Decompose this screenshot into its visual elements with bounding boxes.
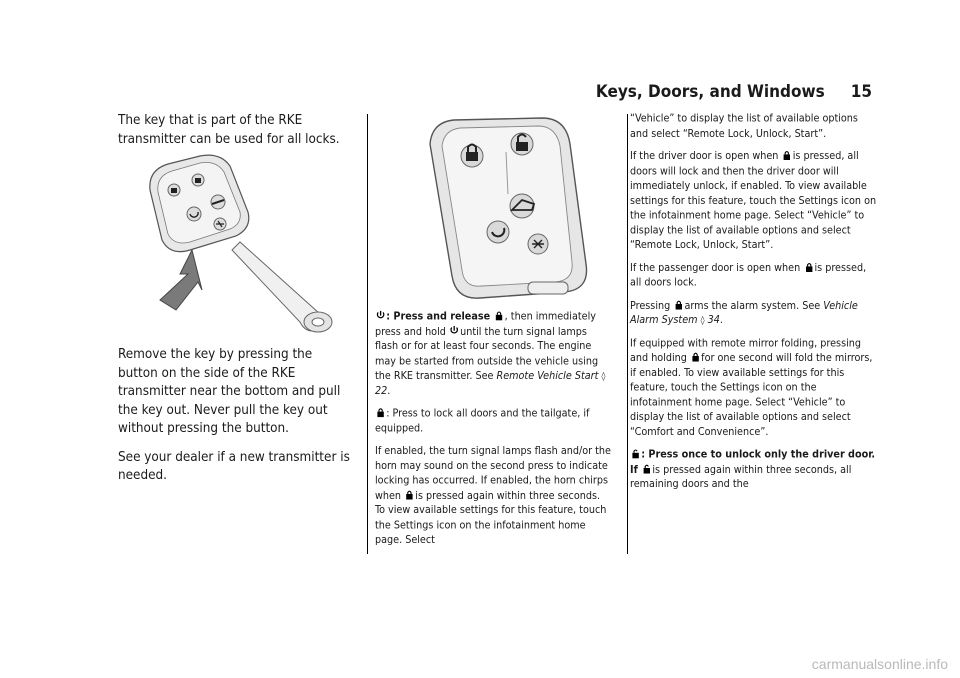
- section-title: Keys, Doors, and Windows: [595, 82, 825, 102]
- lock-icon: [692, 352, 700, 362]
- remote-start-icon: [377, 311, 385, 321]
- paragraph: Remove the key by pressing the button on the side of the RKE transmitter near the bottom and pull the key out. Never pull the key out without pressing the button.: [118, 347, 341, 436]
- paragraph: The key that is part of the RKE transmitter can be used for all locks.: [118, 113, 340, 147]
- text-span: If the passenger door is open when: [630, 262, 804, 274]
- text-span: If enabled, the turn signal lamps flash and/or the horn may sound on the second press to indicate locking has occurred. If enabled, the horn chirps when: [375, 445, 611, 502]
- paragraph: [375, 444, 613, 548]
- page-ref-arrow: ◊: [700, 315, 705, 326]
- column-divider-2: [627, 114, 628, 554]
- paragraph: [630, 261, 878, 291]
- page-ref-number[interactable]: 22: [375, 384, 388, 397]
- unlock-icon: [643, 464, 651, 474]
- page-ref-number[interactable]: 34: [707, 314, 720, 327]
- page-ref-arrow: ◊: [601, 370, 606, 382]
- text-span: is pressed again within three seconds. To view available settings for this feature, touch the Settings icon on the infotainment home page. Select: [375, 489, 607, 546]
- column-2: [375, 310, 613, 556]
- text-span: is pressed, all doors lock.: [630, 262, 867, 289]
- lock-icon: [783, 150, 791, 160]
- remote-start-paragraph: [375, 310, 613, 399]
- paragraph: See your dealer if a new transmitter is needed.: [118, 449, 350, 483]
- lock-icon: [406, 490, 414, 500]
- arrow-illustration: [160, 250, 202, 310]
- text-span: If equipped with remote mirror folding, pressing and holding: [630, 337, 862, 364]
- column-3: [630, 112, 878, 500]
- unlock-icon: [632, 449, 640, 459]
- lock-paragraph: [375, 407, 613, 437]
- remote-start-label: : Press and release: [386, 310, 494, 323]
- text-span: Pressing: [630, 299, 674, 312]
- key-blade-illustration: [232, 242, 332, 332]
- paragraph: [630, 336, 878, 440]
- column-divider-1: [367, 114, 368, 554]
- text-span: .: [387, 384, 391, 397]
- text-span: until the turn signal lamps flash or for at least four seconds. The engine may be started from outside the vehicle using the RKE transmitter. See: [375, 325, 599, 382]
- page-number: 15: [850, 82, 872, 102]
- key-fob-closeup-illustration: [410, 114, 600, 304]
- cross-reference-link[interactable]: Remote Vehicle Start: [496, 370, 599, 382]
- unlock-label: : Press once to unlock only the driver door. If: [630, 448, 876, 476]
- column-1-lower: [118, 346, 354, 496]
- lock-icon: [675, 300, 683, 310]
- text-span: is pressed again within three seconds, all remaining doors and the: [630, 463, 852, 491]
- text-span: arms the alarm system. See: [684, 299, 824, 312]
- key-fob-illustration: [140, 150, 350, 340]
- watermark: carmanualsonline.info: [811, 656, 948, 672]
- unlock-paragraph: [630, 448, 878, 492]
- remote-start-icon: [451, 326, 459, 336]
- paragraph: [630, 299, 878, 329]
- text-span: , then immediately press and hold: [375, 310, 596, 338]
- lock-icon: [805, 262, 813, 272]
- cross-reference-link[interactable]: Vehicle Alarm System: [630, 299, 858, 327]
- text-span: for one second will fold the mirrors, if enabled. To view available settings for this feature, touch the Settings icon on the infotainment home page. Select “Vehicle” to display the list of available options and select “Comfort and Convenience”.: [630, 352, 873, 438]
- paragraph: “Vehicle” to display the list of available options and select “Remote Lock, Unlock, Start”.: [630, 112, 858, 140]
- text-span: If the driver door is open when: [630, 150, 782, 163]
- fob-body: [150, 155, 249, 252]
- running-header: [596, 82, 872, 102]
- paragraph: [630, 150, 878, 254]
- lock-icon: [495, 311, 503, 321]
- text-span: .: [719, 314, 723, 327]
- text-span: is pressed, all doors will lock and then the driver door will immediately unlock, if enabled. To view available settings for this feature, touch the Settings icon on the infotainment home page. Select “Vehicle” to display the list of available options and select “Remote Lock, Unlock, Start”.: [630, 150, 877, 252]
- lock-icon: [377, 408, 385, 418]
- text-span: : Press to lock all doors and the tailgate, if equipped.: [375, 407, 590, 435]
